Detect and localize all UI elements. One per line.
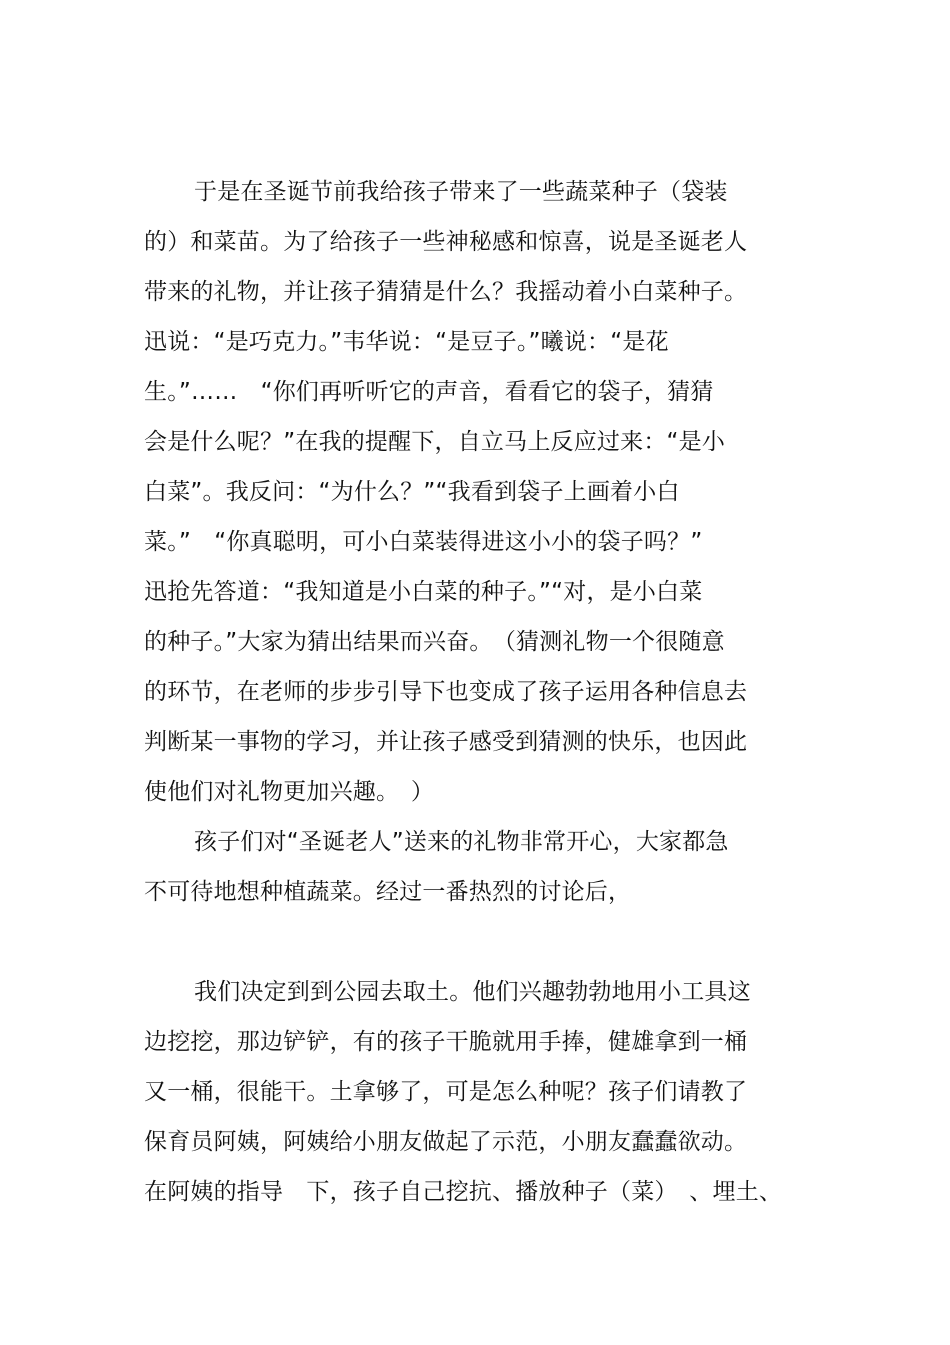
text-line: 不可待地想种植蔬菜。经过一番热烈的讨论后，: [144, 879, 632, 905]
text-line: 会是什么呢？”在我的提醒下，自立马上反应过来：“是小: [144, 429, 726, 455]
text-line: 迅抢先答道：“我知道是小白菜的种子。”“对，是小白菜: [144, 579, 703, 605]
text-line: 的）和菜苗。为了给孩子一些神秘感和惊喜，说是圣诞老人: [144, 229, 748, 255]
text-line: 生。”…… “你们再听听它的声音，看看它的袋子，猜猜: [144, 379, 714, 405]
text-line: 孩子们对“圣诞老人”送来的礼物非常开心，大家都急: [194, 829, 729, 855]
text-line: 在阿姨的指导 下，孩子自己挖抗、播放种子（菜） 、埋土、: [144, 1179, 783, 1205]
text-line: 迅说：“是巧克力。”韦华说：“是豆子。”曦说：“是花: [144, 329, 669, 355]
text-line: 我们决定到到公园去取土。他们兴趣勃勃地用小工具这: [194, 979, 751, 1005]
text-line: 判断某一事物的学习，并让孩子感受到猜测的快乐，也因此: [144, 729, 748, 755]
text-line: 使他们对礼物更加兴趣。 ）: [144, 779, 435, 805]
text-line: 的种子。”大家为猜出结果而兴奋。 （猜测礼物一个很随意: [144, 629, 725, 655]
text-line: 的环节，在老师的步步引导下也变成了孩子运用各种信息去: [144, 679, 748, 705]
text-line: 白菜”。我反问：“为什么？”“我看到袋子上画着小白: [144, 479, 680, 505]
text-line: 带来的礼物，并让孩子猜猜是什么？我摇动着小白菜种子。: [144, 279, 748, 305]
text-line: 菜。” “你真聪明，可小白菜装得进这小小的袋子吗？”: [144, 529, 703, 555]
text-line: 于是在圣诞节前我给孩子带来了一些蔬菜种子（袋装: [194, 179, 728, 205]
text-line: 保育员阿姨，阿姨给小朋友做起了示范，小朋友蠢蠢欲动。: [144, 1129, 748, 1155]
text-line: 又一桶，很能干。土拿够了，可是怎么种呢？孩子们请教了: [144, 1079, 748, 1105]
text-line: 边挖挖，那边铲铲，有的孩子干脆就用手捧，健雄拿到一桶: [144, 1029, 748, 1055]
